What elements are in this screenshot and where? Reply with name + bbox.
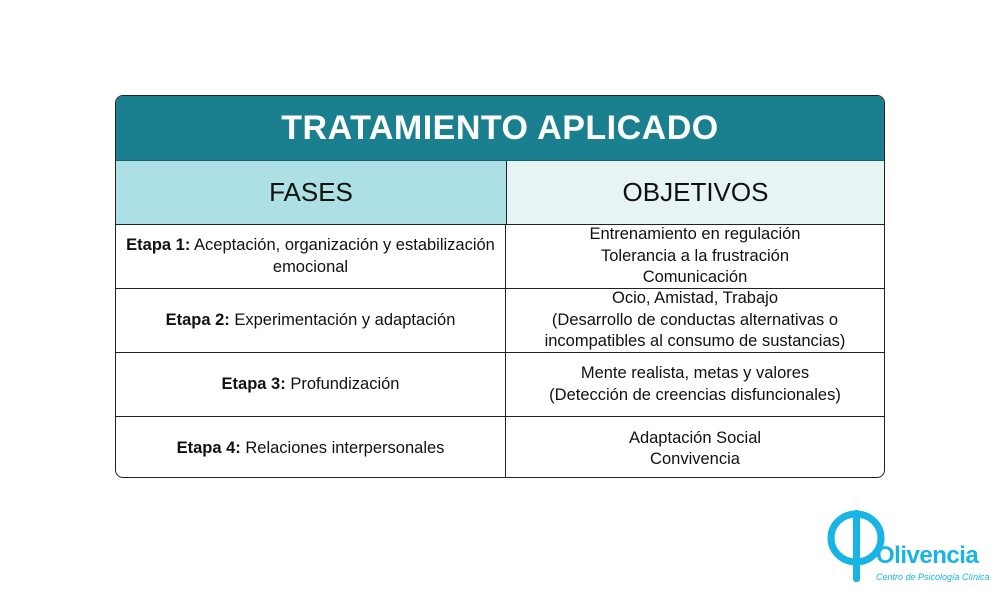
phase-text: Relaciones interpersonales [245,439,445,458]
stage-label: Etapa 2: [165,310,230,329]
stage-label: Etapa 3: [221,374,286,393]
objective-line: Comunicación [642,268,748,287]
table-title: TRATAMIENTO APLICADO [116,96,884,161]
treatment-table [115,95,885,478]
objectives-cell [506,353,884,416]
objectives-cell [506,225,884,288]
objectives-cell [506,289,884,352]
phase-text: Aceptación, organización y estabilización emocional [194,236,495,276]
table-row [116,353,884,417]
table-header-row [116,161,884,225]
objective-line: (Detección de creencias disfuncionales) [549,385,841,404]
olivencia-logo [826,506,990,596]
phase-cell [116,289,506,352]
logo-name: Olivencia [876,542,979,569]
objective-line: Mente realista, metas y valores [580,364,810,383]
stage-label: Etapa 1: [126,236,191,255]
phase-cell [116,417,506,478]
logo-tagline: Centro de Psicología Clínica [876,572,990,582]
objective-line: Tolerancia a la frustración [600,246,789,265]
objectives-cell [506,417,884,478]
phase-text: Experimentación y adaptación [234,310,456,329]
objective-line: incompatibles al consumo de sustancias) [544,332,846,351]
phase-cell [116,225,506,288]
table-row [116,417,884,478]
objective-line: Ocio, Amistad, Trabajo [612,289,778,308]
phase-cell [116,353,506,416]
header-objetivos: OBJETIVOS [507,161,884,224]
header-fases: FASES [116,161,507,224]
table-row [116,225,884,289]
objective-line: Entrenamiento en regulación [589,225,801,244]
objective-line: Convivencia [650,450,740,468]
phase-text: Profundización [290,374,400,393]
table-row [116,289,884,353]
objective-line: (Desarrollo de conductas alternativas o [551,310,839,329]
objective-line: Adaptación Social [628,428,762,447]
stage-label: Etapa 4: [176,439,241,458]
